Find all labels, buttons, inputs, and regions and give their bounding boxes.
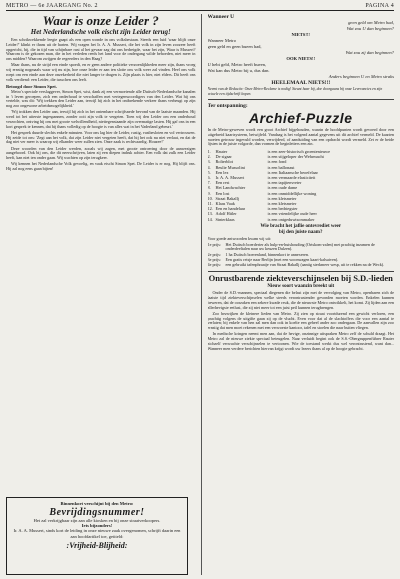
right-column (208, 14, 395, 575)
puzzle-cell-d: is een fond (267, 159, 287, 165)
prize-description: een gebruikt tafenphraatje van Straat Bakallj (aantig sterkmeer wesp, uit te rekken na de Weck). (225, 262, 385, 268)
poem-line: Wat kan dus Metro bij u, dus dan. (207, 68, 270, 73)
puzzle-cell-d: is een vriendelijke oude heer (267, 211, 317, 217)
puzzle-cell-n: 3. (207, 159, 211, 165)
puzzle-cell-w: Straat Bakallj (215, 195, 240, 201)
question-line: Wie bracht het jaflie ontevrediet weer (260, 223, 342, 229)
poem-line: Wat zou zij dan beginnen? (345, 50, 394, 55)
puzzle-cell-w: Een lost (215, 190, 230, 196)
sd-paragraph: Onder de S.D.-mannen, speciaal diegenen die belast zijn met de vervolging van Metro, openbaren zich de laatste tijd ziekteverschijnselen welke steeds verontrustender gevonden moeten worden. Enkelen kunnen beweren, dat de oorzaken een zekere kwade reuk, die de nieuwste Metro ontwikkelt, het komt. Zij lijden aan een allerhevigste eetlust, die zij niet meer tot een juist peil kunnen terugbrengen. (207, 290, 394, 310)
puzzle-cell-n: 13. (207, 211, 213, 217)
puzzle-cell-w: Klaas Vaak (215, 201, 235, 207)
puzzle-cell-w: Rolterblot (215, 159, 233, 165)
puzzle-cell-w: Een en handelaar (215, 206, 246, 212)
left-column (6, 14, 202, 575)
puzzle-cell-d: is een zeer-historisch groentenieuwe (267, 149, 331, 154)
prize-rank: 2e prijs: (207, 251, 221, 257)
puzzle-cell-d: is een kletsmeier (267, 201, 297, 207)
prizes-intro: Voor goede antwoorden kwam wij uit: (207, 235, 272, 241)
puzzle-cell-d: is een ballonaut (267, 164, 295, 170)
puzzle-title: Archief-Puzzle (249, 110, 353, 126)
poem-note: Neemt van de Redactie: Onze Metro-Reclame is nodig! Steunt haar bij, doe doorgaans bij onze Leverancies en zijn actuele een tijdschrift kopen. (207, 87, 383, 96)
puzzle-cell-n: 11. (207, 201, 213, 207)
puzzle-cell-d: is een kletsmeier (267, 195, 297, 201)
question-line: bij den juiste naam? (279, 229, 323, 235)
leader-section-paragraph: Het gesprek duurde slechts enkele minuten. Voor ons lag hier de Leider, rustig, vastbesloten en vol vertrouwen. Hij zeide tot ons: 'Zegt aan het volk, dat zijn Leider niet vergeten heeft, dat hij het ook nu niet verlaat, en dat de dag niet ver meer is waarop wij elkander weer zullen zien. Onze zaak is rechtvaardig. Houzee!' (6, 129, 196, 145)
poem-line: Wanneer U (207, 14, 235, 20)
ad-line: Het zal verkrijgbaar zijn aan alle kiosken en bij onze straatverkoopers. (33, 517, 161, 523)
puzzle-cell-d: is een vermaarde elasticiteit (267, 175, 316, 181)
poem-line: HEELEMAAL NIETS!!! (271, 80, 331, 86)
sd-paragraph: In medische kringen neemt men aan, dat de hevige, onzinnige uitspraken Metro zelf de schuld draagt. Het Metro zal de nieuwe ziekte speciaal beteugelen. Naar verluidt begint ook de S.S.-Obergruppenführer Rauter zichzelf verwachte verschijnselen te vertoonen. Wie de toestand werkt dus wel verontrustend, want dan... Wanneer men verdere berichten hiervan krijgt wordt uw lezers thans al op de hoogte gebracht. (207, 331, 394, 351)
ad-line: Ir. A. A. Mussert, sinds kort de leiding in onze nieuwe zaak overgenomen, schrijft daarin een aan hoofdartikel toe, getiteld: (13, 528, 181, 539)
puzzle-cell-w: Sinterklaas (215, 216, 235, 222)
leader-section-paragraph: Wij kennen het Nederlandsche Volk gevoelig, en vaak eischt Simon Spet. De Leider is er nog. Hij blijft ons. Hij zal nog eens gaan bijten! (6, 161, 196, 171)
puzzle-cell-w: Hauter (215, 149, 228, 154)
prize-rank: 4e prijs: (207, 262, 221, 268)
section-divider (208, 271, 395, 272)
puzzle-cell-n: 5. (207, 169, 211, 175)
masthead-left: METRO — 6e JAARGANG No. 2 (6, 3, 98, 9)
prize-rank: 3e prijs: (207, 256, 221, 262)
puzzle-cell-w: Ir. A. A. Mussert (215, 175, 245, 181)
sd-article-subtitle: Nieuw soort waanzin breekt uit (267, 284, 335, 290)
leader-article-title: Waar is onze Leider ? (42, 14, 159, 28)
puzzle-cell-n: 12. (207, 206, 213, 212)
leader-section-paragraph: Deze woorden van den Leider werden, zooals wij zagen, met groote ontroering door de aanwezigen aangehoord. Ook bij ons, die dit neerschrijven, laten zij een diepen indruk achter. Een volk dat zulk een Leider heeft, kan niet ten onder gaan. Wij wachten op zijn terugkeer. (6, 145, 196, 160)
poem-line: Wat zou U dan beginnen? (346, 26, 394, 31)
poem-line: Wanneer Metro (207, 38, 237, 43)
puzzle-cell-d: is een ontgeduwtsommaker (267, 216, 315, 222)
leader-paragraph: Maar thans, nu de strijd een einde spoedt, en er geen andere politieke verzoenlijkheden meer zijn, thans vroeg wij ernstig nogmaals waar wij nu zijn, hoe onze leider er aan ten slotte ons volk weer zal vinden. Heel ons volk roept om een einde aan deze onzekerheid die niet langer te dragen is. Zijn plaats is hier, niet elders. Dit heeft ons volk verdiend: een Leider, die tusschen ons leeft. (6, 62, 196, 82)
puzzle-cell-d: is een bedriegster (267, 206, 298, 212)
puzzle-cell-n: 1. (207, 149, 211, 154)
puzzle-intro: In de Metro-geweven wordt een groot Archief bijgehouden, waarin de hoofdpunten wordt gevoerd door een uitgebreid kaartsysteem, betwijfeld. Vandaag is het volgend aantal gegevens uit dit archief vermeld. De kaarten moeten getrouw ingevuld worden, verwijderd, of aanduiding van een opdracht wordt vermeld. Zet er de beide lijsten in de juiste volgorde, dan vormen de beginletters een zin. (207, 127, 394, 147)
puzzle-cell-d: is een oude dame (267, 185, 298, 191)
leader-section-title: Betoogd door Simon Spet. (6, 83, 57, 89)
poem-line: geen geld om Metro had, (348, 20, 394, 25)
puzzle-cell-n: 2. (207, 154, 211, 160)
puzzle-question (208, 224, 395, 236)
prize-list (208, 243, 395, 268)
puzzle-cell-w: Het Landwachter (215, 185, 246, 191)
puzzle-cell-d: is een tapijtenvreter (267, 180, 302, 186)
bevrijdingsnummer-advertisement (6, 497, 188, 575)
prize-description: Een gratis reisje naar Berlijn (met een woonwagen kaart-kalsuiven). (225, 256, 339, 262)
puzzle-cell-n: 4. (207, 164, 211, 170)
poem-line: NIETS!!! (291, 32, 310, 37)
puzzle-cell-d: is een onmiddellijke woning (267, 190, 317, 196)
sd-article-title: Onrustbarende ziekteverschijnselen bij S.D.-lieden (208, 272, 393, 283)
puzzle-cell-n: 14. (207, 216, 213, 222)
puzzle-label: Ter ontspanning: (207, 103, 248, 109)
puzzle-row (208, 217, 395, 222)
ad-line: Iets bijzonders! (81, 522, 113, 528)
ad-headline: Bevrijdingsnummer! (49, 506, 145, 518)
puzzle-cell-n: 8. (207, 185, 211, 191)
metro-poem (208, 14, 395, 100)
puzzle-cell-n: 9. (207, 190, 211, 196)
poem-line: geen geld en geen bueen had, (207, 44, 262, 49)
puzzle-cell-n: 10. (207, 195, 213, 201)
prize-rank: 1e prijs: (207, 241, 221, 247)
puzzle-cell-n: 7. (207, 180, 211, 186)
poem-line: U hebt geld, Metro heeft bueen, (207, 62, 267, 67)
masthead-right: PAGINA 4 (365, 3, 394, 9)
leader-section-paragraph: 'Wij trokken den Leider aan, terwijl hij zich in het ontembare schrijfsnede bevond van de laatste maanden. Hij werd tot het uiterste ingespannen, zonder ooit zijn volk te vergeten. Toen wij den Leider om een onderhoud verzochten, ontving hij ons met groote welwillendheid, niettegenstaande zijn overmatige lasten. Hij gaf ons in een kort gesprek te kennen, dat hij thans volledig op de hoogte is van alles wat in het Vaderland gebeurt.' (6, 109, 196, 129)
puzzle-list (208, 149, 395, 222)
puzzle-cell-w: Een rest (215, 180, 230, 186)
puzzle-cell-w: Adolf Hitler (215, 211, 237, 217)
leader-section-paragraph: Metro's speciale verslaggever, Simon Spet, wist, dank zij een vermoeiende alle Duitsch-Nederlandsche kanalen in 't leven geroepen, zich een onderhoud te verschaffen met vertegenwoordigers van den Leider. Wat hij ons vertelde, was dit: 'Wij trekken den Leider aan, terwijl hij zich in het ontbrekende verkeer thans verheugt op zijn nog zoo ongewone arbeidsmogelijkheid.' (6, 88, 196, 108)
poem-line: Anders beginnen U en Metro straks (328, 74, 394, 79)
columns (6, 14, 394, 575)
prize-description: 1 ha Duitsch boerenland, binnenkort te annexeren. (225, 251, 309, 257)
ad-kicker: Binnenkort verschijnt bij den Metro: (60, 501, 134, 506)
puzzle-cell-n: 6. (207, 175, 211, 181)
prize-item (208, 243, 395, 253)
leader-article-subtitle: Het Nederlandsche volk eischt zijn Leider terug! (30, 28, 171, 36)
leader-paragraph: Een schrikwekkende leegte gaapt als een open wonde in ons volksbestaan. Steeds een luid 'waar blijft onze Leider?' klinkt er thans uit de harten. Wij vragen het Ir. A. A. Mussert, die het volk in zijn leven zoozeer heeft opgericht, hij, die in tijd van schijnbare rust al het gevaar zag dat ons bedreigde, waar het zijn, Waar is Mussert? Waarom is de gekozen man, die in het verleden reeds het land voor de ondergang wilde behoeden, niet meer in ons midden? Waarom zwijgen de regeerders in den Haag? (6, 37, 196, 61)
masthead (6, 3, 394, 11)
prize-description: Het Duitsch boerderier als hulp-en-huishouding (Ortskom-zalen) met prachtig inzamen de onderdeeltalen naar uw keuzen Dulzen). (225, 241, 375, 252)
puzzle-cell-w: Een lex (215, 169, 229, 175)
sd-paragraph: Zoo bezwijken de kleinere lieden van Metro. Zij zien op straat voortdurend een gewicht verloren, een prachtig volgens de uitgifte gaan zij op de vlucht. Even voor dat al de slachtoffers die voor een aantal te verlaten; bij enkele van hen zal men dan ook in koelte een geheel ander zoo ondergaan. De aanvallen zijn zoo ernstig dat men moet rekenen met een verwoeste kantoor, tafel en stoelen die naar buiten vliegen. (207, 310, 394, 331)
poem-line: OOK NIETS!! (286, 56, 316, 61)
puzzle-cell-w: De sigaar (215, 154, 232, 160)
puzzle-cell-w: Beulie Mussolini (215, 164, 245, 170)
puzzle-cell-d: is een stijgeloper der Wehrmacht (267, 154, 324, 160)
prize-item (208, 263, 395, 268)
ad-slogan: :Vrijheid-Blijheid: (66, 540, 128, 550)
puzzle-cell-d: is een Italiaansche beoefelaar (267, 169, 318, 175)
